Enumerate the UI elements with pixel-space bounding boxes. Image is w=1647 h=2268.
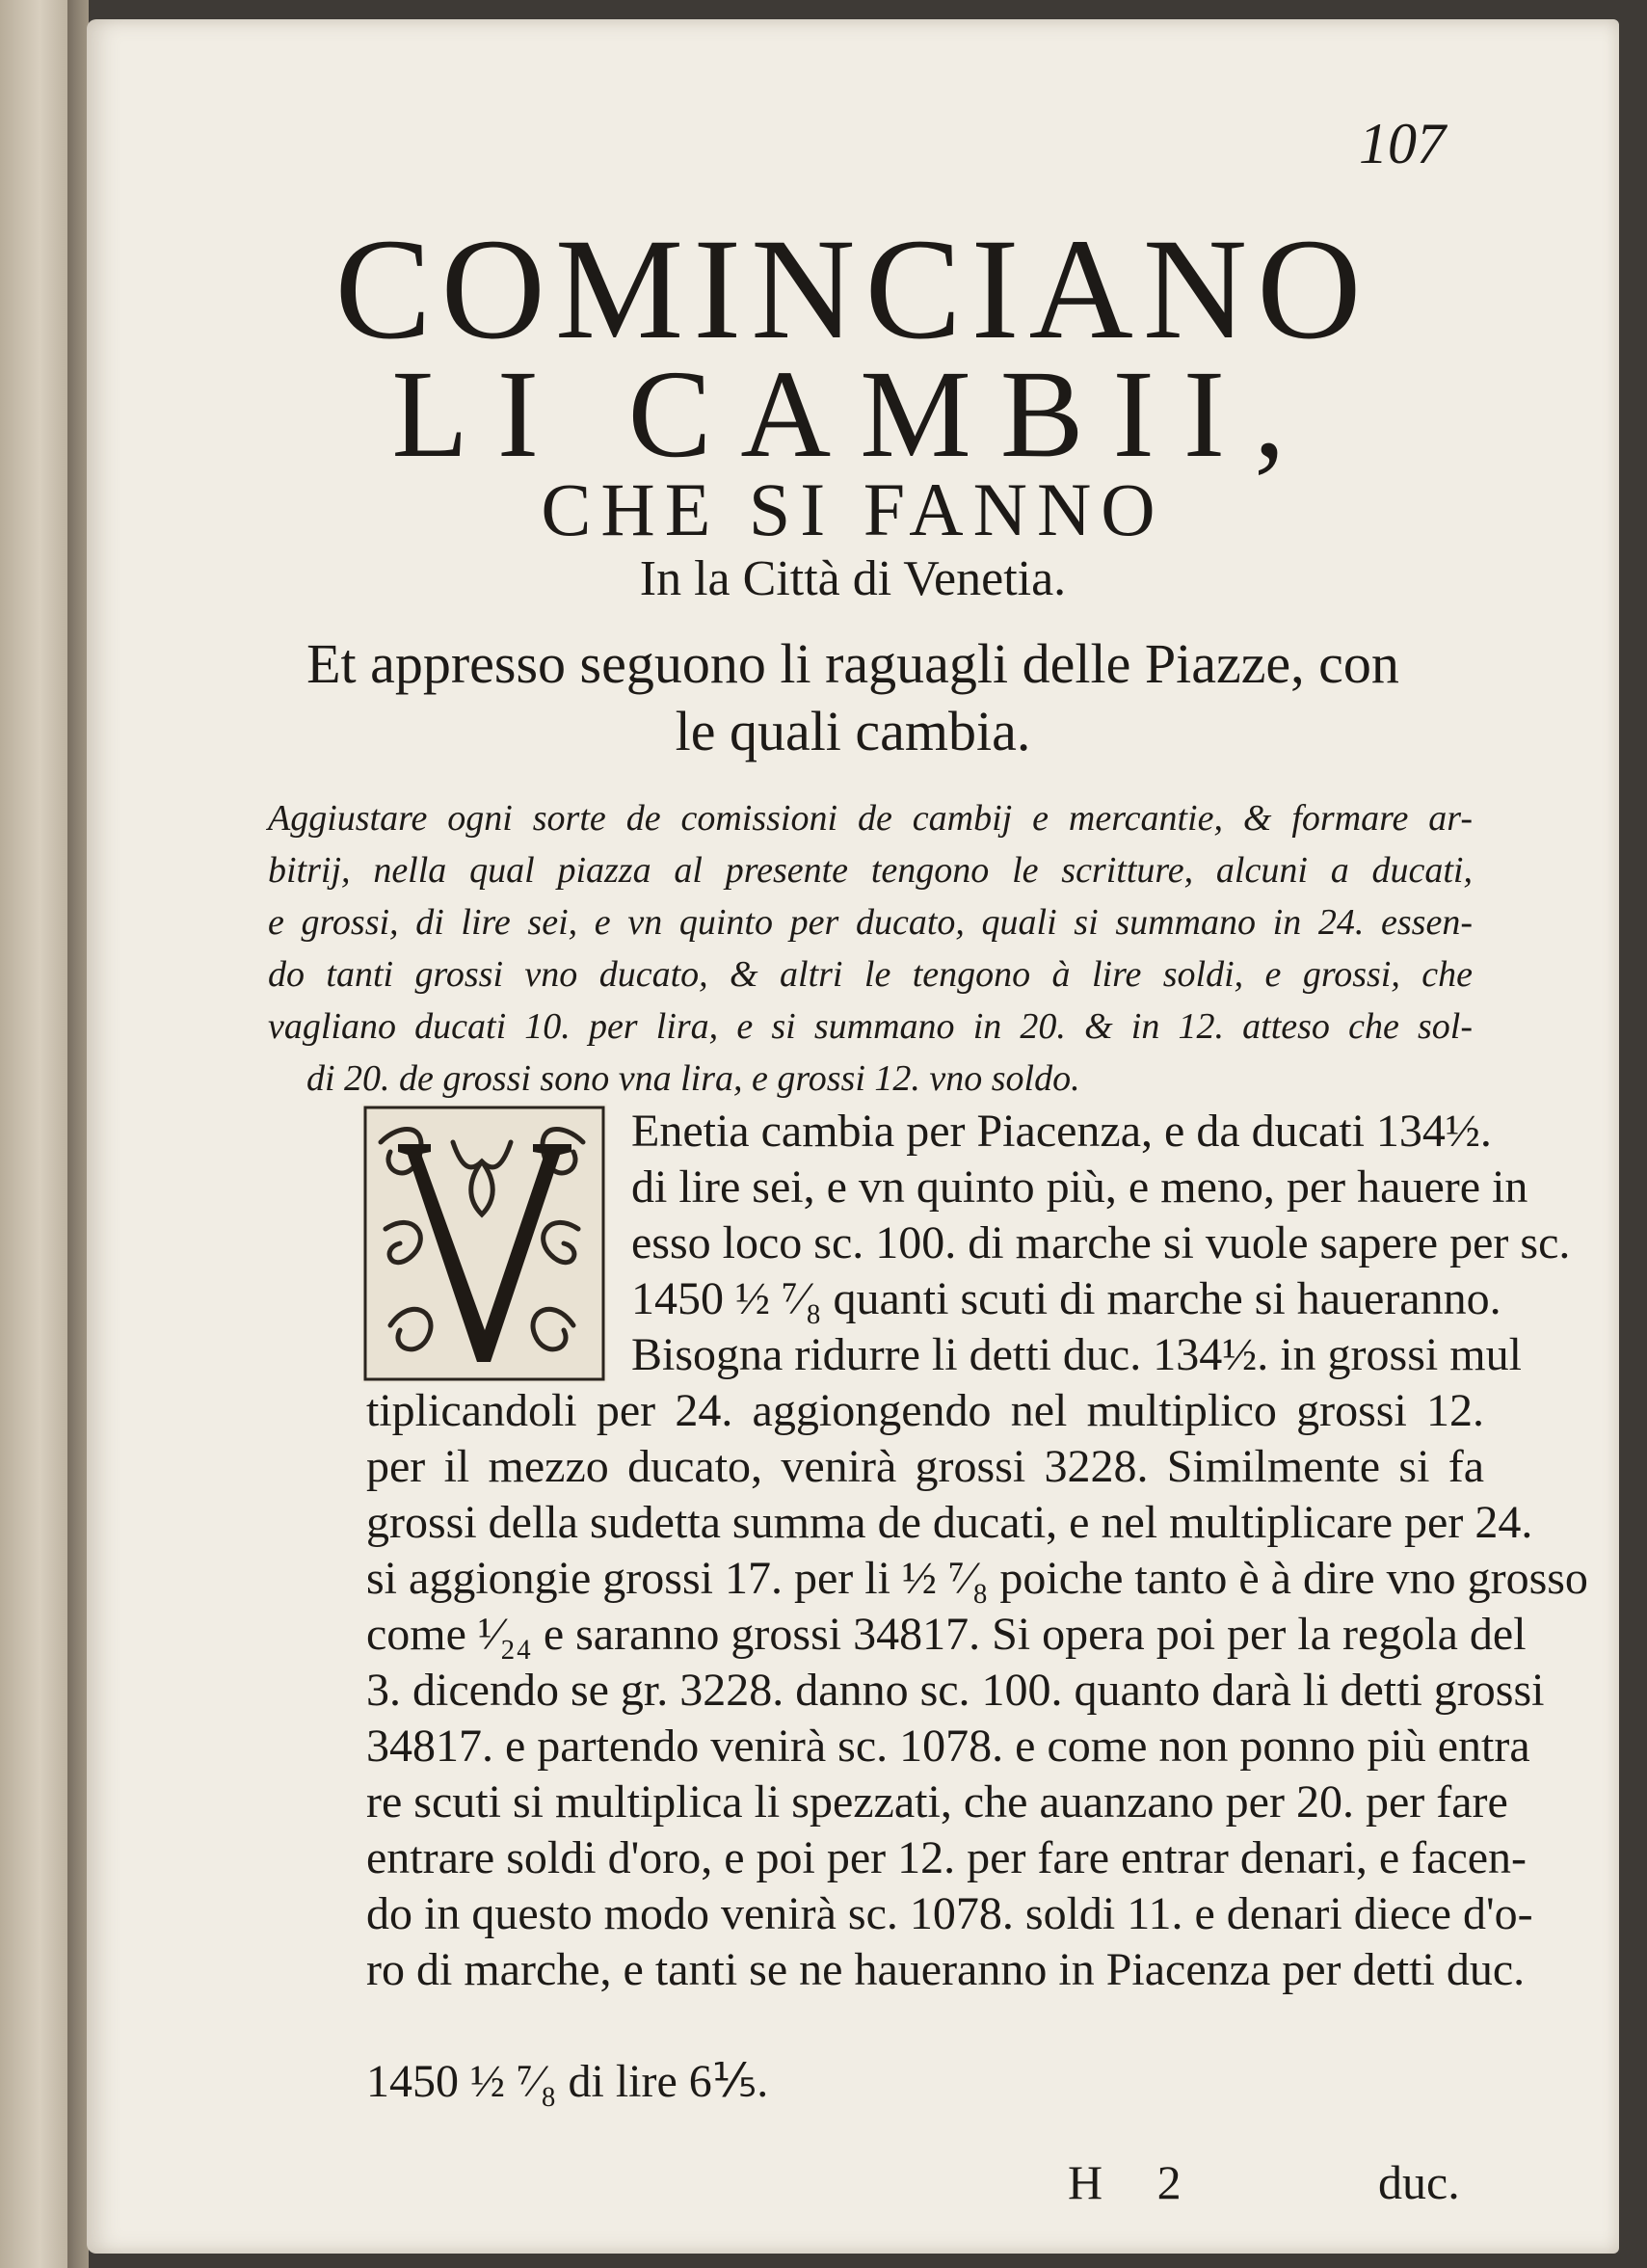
- note-line: e grossi, di lire sei, e vn quinto per ducato, quali si summano in 24. essen-: [268, 902, 1473, 943]
- body-line: esso loco sc. 100. di marche si vuole sapere per sc.: [631, 1217, 1571, 1268]
- catchword: duc.: [1378, 2155, 1460, 2209]
- body-line: per il mezzo ducato, venirà grossi 3228. Similmente si fa: [366, 1441, 1484, 1492]
- title-line-4: In la Città di Venetia.: [639, 551, 1067, 606]
- title-line-3: CHE SI FANNO: [541, 467, 1165, 551]
- decorated-initial: [361, 1104, 607, 1383]
- book-page: [87, 19, 1619, 2254]
- body-line: do in questo modo venirà sc. 1078. soldi 11. e denari diece d'o-: [366, 1888, 1533, 1939]
- note-line: do tanti grossi vno ducato, & altri le tengono à lire soldi, e grossi, che: [268, 954, 1473, 995]
- body-line: si aggiongie grossi 17. per li ½ ⁷⁄₈ poiche tanto è à dire vno grosso: [366, 1553, 1588, 1604]
- body-line: 1450 ½ ⁷⁄₈ quanti scuti di marche si haueranno.: [631, 1273, 1501, 1324]
- body-line: Bisogna ridurre li detti duc. 134½. in grossi mul: [631, 1329, 1522, 1380]
- note-line: vagliano ducati 10. per lira, e si summano in 20. & in 12. atteso che sol-: [268, 1006, 1473, 1047]
- body-line: 1450 ½ ⁷⁄₈ di lire 6⅕.: [366, 2056, 769, 2107]
- heading-line-2: le quali cambia.: [675, 700, 1031, 762]
- body-line: 34817. e partendo venirà sc. 1078. e come non ponno più entra: [366, 1721, 1530, 1772]
- note-line: bitrij, nella qual piazza al presente tengono le scritture, alcuni a ducati,: [268, 850, 1473, 891]
- body-line: grossi della sudetta summa de ducati, e nel multiplicare per 24.: [366, 1497, 1533, 1548]
- heading-line-1: Et appresso seguono li raguagli delle Piazze, con: [306, 632, 1399, 695]
- note-line: di 20. de grossi sono vna lira, e grossi 12. vno soldo.: [306, 1058, 1080, 1099]
- title-line-1: COMINCIANO: [334, 209, 1371, 369]
- body-line: di lire sei, e vn quinto più, e meno, per hauere in: [631, 1161, 1528, 1213]
- note-line: Aggiustare ogni sorte de comissioni de cambij e mercantie, & formare ar-: [268, 798, 1473, 839]
- body-line: ro di marche, e tanti se ne haueranno in Piacenza per detti duc.: [366, 1944, 1526, 1995]
- body-line: come ¹⁄₂₄ e saranno grossi 34817. Si opera poi per la regola del: [366, 1609, 1527, 1660]
- ornament-foliage-icon: [361, 1104, 607, 1383]
- title-line-2: LI CAMBII,: [391, 345, 1315, 484]
- body-line: entrare soldi d'oro, e poi per 12. per fare entrar denari, e facen-: [366, 1832, 1527, 1883]
- body-line: 3. dicendo se gr. 3228. danno sc. 100. quanto darà li detti grossi: [366, 1665, 1545, 1716]
- body-line: re scuti si multiplica li spezzati, che auanzano per 20. per fare: [366, 1776, 1508, 1828]
- body-line: Enetia cambia per Piacenza, e da ducati 134½.: [631, 1106, 1492, 1157]
- page-number: 107: [1359, 112, 1446, 175]
- signature-mark: H 2: [1068, 2155, 1203, 2209]
- body-line: tiplicandoli per 24. aggiongendo nel multiplico grossi 12.: [366, 1385, 1484, 1436]
